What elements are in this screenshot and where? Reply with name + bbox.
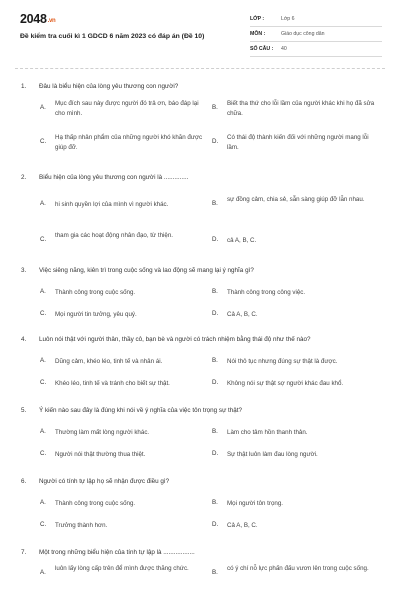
- option-text: Thành công trong cuộc sống.: [55, 500, 136, 507]
- option-letter: D.: [212, 521, 219, 528]
- question-text: Luôn nói thật với người thân, thầy cô, bạn bè và người có trách nhiệm bằng thái độ như thế nào?: [39, 336, 311, 343]
- option-letter: D.: [212, 450, 219, 457]
- meta-row-count: [250, 42, 382, 57]
- meta-value: 40: [281, 46, 287, 52]
- question-number: 5.: [21, 407, 27, 414]
- option-text: Khéo léo, tinh tế và tránh cho biết sự thật.: [55, 380, 170, 387]
- option-text: Cả A, B, C.: [227, 311, 258, 318]
- option-letter: B.: [212, 200, 218, 207]
- question-text: Đâu là biểu hiện của lòng yêu thương con người?: [39, 83, 179, 90]
- meta-row-subject: [250, 27, 382, 42]
- meta-value: Lớp 6: [281, 16, 295, 22]
- option-letter: C.: [40, 450, 47, 457]
- option-text: hi sinh quyền lợi của mình vì người khác.: [55, 201, 169, 208]
- logo-main: 2048: [20, 12, 47, 26]
- option-letter: A.: [40, 569, 46, 576]
- option-letter: A.: [40, 499, 46, 506]
- option-letter: A.: [40, 357, 46, 364]
- option-text: Thường làm mất lòng người khác.: [55, 429, 150, 436]
- question-number: 2.: [21, 174, 27, 181]
- question-number: 1.: [21, 83, 27, 90]
- question-text: Việc siêng năng, kiên trì trong cuộc sống và lao động sẽ mang lại ý nghĩa gì?: [39, 267, 254, 274]
- option-letter: B.: [212, 357, 218, 364]
- option-text: sự đồng cảm, chia sẻ, sẵn sàng giúp đỡ lẫn nhau.: [227, 196, 365, 203]
- option-letter: B.: [212, 499, 218, 506]
- document-title: Đề kiểm tra cuối kì 1 GDCD 6 năm 2023 có đáp án (Đề 10): [20, 33, 205, 40]
- option-letter: D.: [212, 379, 219, 386]
- option-letter: C.: [40, 138, 47, 145]
- option-text: Có thái độ thành kiến đối với những người mang lỗi lầm.: [227, 134, 369, 151]
- question-text: Ý kiến nào sau đây là đúng khi nói về ý nghĩa của việc tôn trọng sự thật?: [39, 407, 243, 414]
- option-text: Mọi người tin tưởng, yêu quý.: [55, 311, 137, 318]
- question-number: 7.: [21, 549, 27, 556]
- option-letter: C.: [40, 236, 47, 243]
- meta-label: LỚP :: [250, 16, 265, 22]
- option-letter: A.: [40, 288, 46, 295]
- option-letter: C.: [40, 379, 47, 386]
- option-letter: D.: [212, 310, 219, 317]
- option-text: Biết tha thứ cho lỗi lầm của người khác khi họ đã sửa chữa.: [227, 100, 375, 117]
- question-number: 4.: [21, 336, 27, 343]
- option-text: cả A, B, C.: [227, 237, 257, 244]
- option-letter: B.: [212, 428, 218, 435]
- option-letter: B.: [212, 288, 218, 295]
- site-logo[interactable]: [20, 12, 55, 26]
- option-letter: D.: [212, 138, 219, 145]
- option-letter: D.: [212, 236, 219, 243]
- option-text: Nói thô tục nhưng đúng sự thật là được.: [227, 358, 338, 365]
- option-text: tham gia các hoạt động nhân đạo, từ thiện.: [55, 232, 174, 239]
- meta-table: [250, 12, 382, 57]
- page-header: [0, 0, 400, 62]
- option-text: Người nói thật thường thua thiệt.: [55, 451, 146, 458]
- option-letter: A.: [40, 104, 46, 111]
- meta-row-class: [250, 12, 382, 27]
- option-text: Hạ thấp nhân phẩm của những người khó khăn được giúp đỡ.: [55, 134, 203, 151]
- meta-label: SỐ CÂU :: [250, 46, 274, 52]
- question-number: 6.: [21, 478, 27, 485]
- header-divider: [15, 68, 385, 69]
- option-text: Mục đích sau này được người đó trả ơn, báo đáp lại cho mình.: [55, 100, 199, 117]
- option-letter: B.: [212, 104, 218, 111]
- option-text: Dũng cảm, khéo léo, tinh tế và nhân ái.: [55, 358, 163, 365]
- option-letter: A.: [40, 428, 46, 435]
- question-text: Biểu hiện của lòng yêu thương con người là ..............: [39, 174, 189, 181]
- option-text: có ý chí nỗ lực phấn đấu vươn lên trong cuộc sống.: [227, 565, 369, 572]
- meta-value: Giáo dục công dân: [281, 31, 325, 37]
- option-text: Trưởng thành hơn.: [55, 522, 108, 529]
- option-text: Thành công trong cuộc sống.: [55, 289, 136, 296]
- question-text: Người có tính tự lập họ sẽ nhận được điều gì?: [39, 478, 170, 485]
- option-text: Cả A, B, C.: [227, 522, 258, 529]
- option-text: Thành công trong công việc.: [227, 289, 306, 296]
- option-text: Sự thật luôn làm đau lòng người.: [227, 451, 318, 458]
- option-letter: B.: [212, 569, 218, 576]
- option-text: Làm cho tâm hồn thanh thản.: [227, 429, 308, 436]
- question-number: 3.: [21, 267, 27, 274]
- option-letter: A.: [40, 200, 46, 207]
- logo-suffix: .vn: [47, 18, 56, 24]
- option-letter: C.: [40, 310, 47, 317]
- option-text: Không nói sự thật sợ người khác đau khổ.: [227, 380, 344, 387]
- option-letter: C.: [40, 521, 47, 528]
- option-text: Mọi người tôn trọng.: [227, 500, 284, 507]
- option-text: luôn lấy lòng cấp trên để mình được thăng chức.: [55, 565, 189, 572]
- meta-label: MÔN :: [250, 31, 266, 37]
- question-text: Một trong những biểu hiện của tính tự lập là ..................: [39, 549, 195, 556]
